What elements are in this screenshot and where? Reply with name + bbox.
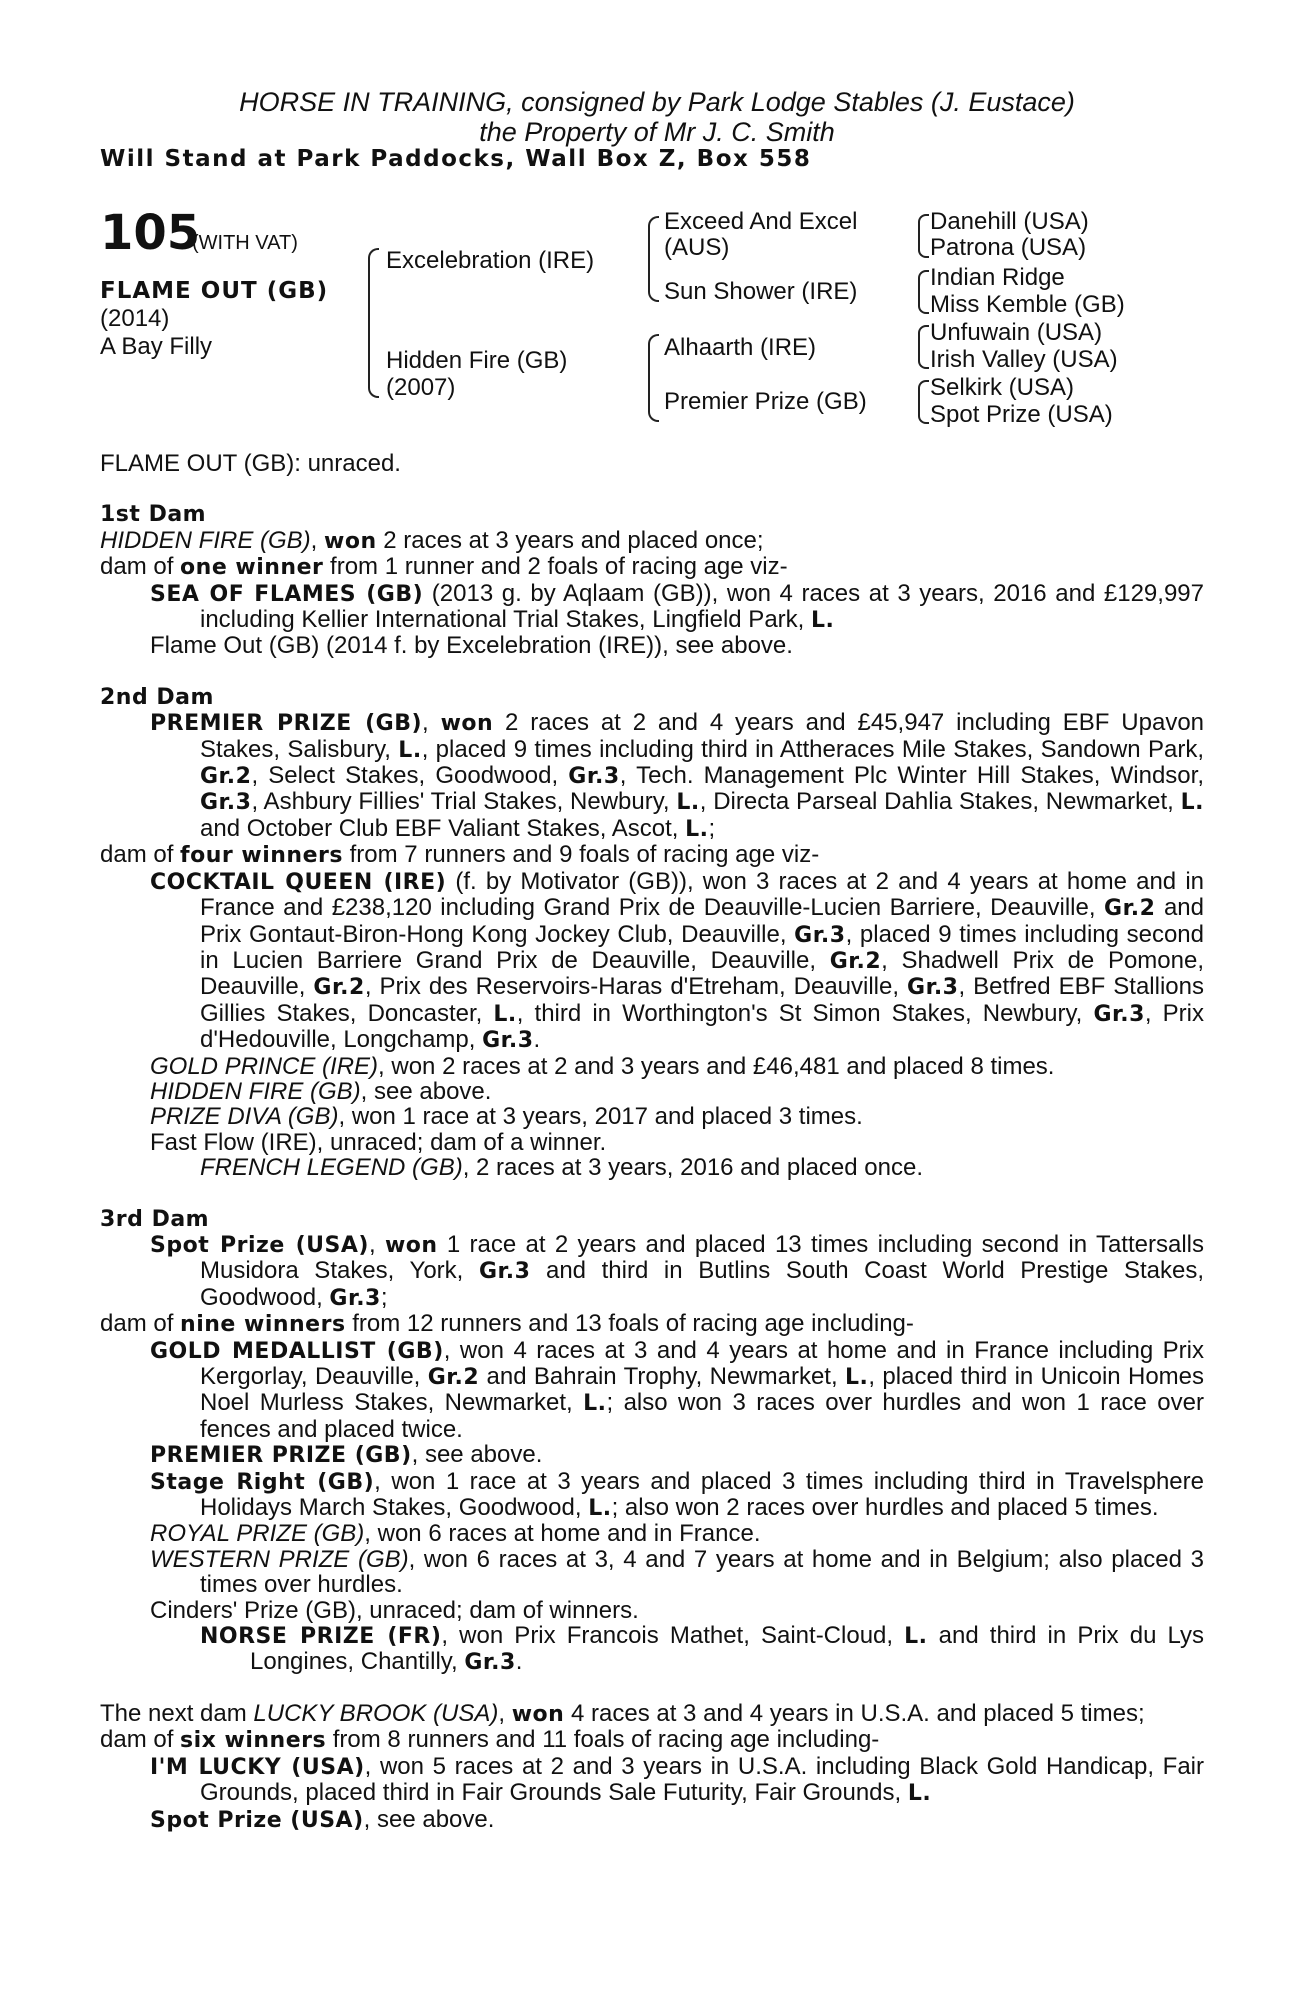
- produce-entry: SEA OF FLAMES (GB) (2013 g. by Aqlaam (GB)), won 4 races at 3 years, 2016 and £129,997 including Kellier International Trial Stakes, Lingfield Park, L.: [150, 579, 1204, 634]
- produce-entry: ROYAL PRIZE (GB), won 6 races at home and in France.: [150, 1520, 761, 1548]
- lot-number: 105: [100, 205, 201, 261]
- dam-year: (2007): [386, 374, 456, 401]
- sire: Excelebration (IRE): [386, 247, 595, 274]
- dam-dam: Premier Prize (GB): [664, 388, 867, 415]
- section-heading: 3rd Dam: [100, 1206, 210, 1232]
- great-grandparent-2: Patrona (USA): [930, 234, 1087, 261]
- sire-sire: Exceed And Excel: [664, 208, 858, 235]
- great-grandparent-3: Indian Ridge: [930, 264, 1065, 291]
- dam-record: PREMIER PRIZE (GB), won 2 races at 2 and 4 years and £45,947 including EBF Upavon Stakes, Salisbury, L., placed 9 times including third in Attheraces Mile Stakes, Sandown Park, Gr.2, Select Stakes, Goodwood, Gr.3, Tech. Management Plc Winter Hill Stakes, Windsor, Gr.3, Ashbury Fillies' Trial Stakes, Newbury, L., Directa Parseal Dahlia Stakes, Newmarket, L. and October Club EBF Valiant Stakes, Ascot, L.;: [150, 709, 1205, 842]
- vat-note: (WITH VAT): [192, 232, 298, 254]
- spacer: [100, 659, 1204, 684]
- produce-entry: Flame Out (GB) (2014 f. by Excelebration (IRE)), see above.: [150, 632, 793, 660]
- dam-sire: Alhaarth (IRE): [664, 334, 817, 361]
- great-grandparent-1: Danehill (USA): [930, 208, 1089, 235]
- produce-entry: WESTERN PRIZE (GB), won 6 races at 3, 4 and 7 years at home and in Belgium; also placed 3 times over hurdles.: [150, 1545, 1204, 1599]
- pedigree-brace: [368, 248, 379, 398]
- produce-entry: FRENCH LEGEND (GB), 2 races at 3 years, 2016 and placed once.: [200, 1154, 923, 1182]
- great-grandparent-5: Unfuwain (USA): [930, 319, 1103, 346]
- spacer: [100, 1676, 1204, 1701]
- pedigree-brace: [918, 380, 929, 424]
- foaling-year: (2014): [100, 305, 170, 332]
- produce-entry: GOLD PRINCE (IRE), won 2 races at 2 and 3 years and £46,481 and placed 8 times.: [150, 1052, 1055, 1080]
- dam-record: HIDDEN FIRE (GB), won 2 races at 3 years and placed once;: [100, 526, 764, 554]
- pedigree-brace: [648, 216, 659, 302]
- produce-entry: Fast Flow (IRE), unraced; dam of a winner.: [150, 1128, 607, 1156]
- produce-entry: GOLD MEDALLIST (GB), won 4 races at 3 and 4 years at home and in France including Prix Kergorlay, Deauville, Gr.2 and Bahrain Trophy, Newmarket, L., placed third in Unicoin Homes Noel Murless Stakes, Newmarket, L.; also won 3 races over hurdles and won 1 race over fences and placed twice.: [150, 1336, 1205, 1443]
- produce-entry: HIDDEN FIRE (GB), see above.: [150, 1077, 492, 1105]
- sire-dam: Sun Shower (IRE): [664, 278, 858, 305]
- produce-summary: dam of four winners from 7 runners and 9 foals of racing age viz-: [100, 841, 820, 869]
- great-grandparent-4: Miss Kemble (GB): [930, 291, 1125, 318]
- pedigree-brace: [918, 325, 929, 369]
- section-heading: 2nd Dam: [100, 684, 214, 710]
- horse-name: FLAME OUT (GB): [100, 278, 329, 304]
- property-line: the Property of Mr J. C. Smith: [479, 117, 835, 147]
- horse-description: A Bay Filly: [100, 333, 213, 360]
- produce-entry: Stage Right (GB), won 1 race at 3 years and placed 3 times including third in Travelsphere Holidays March Stakes, Goodwood, L.; also won 2 races over hurdles and placed 5 times.: [150, 1467, 1204, 1522]
- great-grandparent-8: Spot Prize (USA): [930, 401, 1113, 428]
- dam-record: The next dam LUCKY BROOK (USA), won 4 races at 3 and 4 years in U.S.A. and placed 5 times;: [100, 1699, 1145, 1727]
- pedigree-brace: [648, 334, 659, 422]
- sire-sire-country: (AUS): [664, 234, 730, 261]
- produce-entry: I'M LUCKY (USA), won 5 races at 2 and 3 years in U.S.A. including Black Gold Handicap, Fair Grounds, placed third in Fair Grounds Sale Futurity, Fair Grounds, L.: [150, 1752, 1204, 1807]
- produce-entry: Cinders' Prize (GB), unraced; dam of winners.: [150, 1596, 639, 1624]
- produce-entry: NORSE PRIZE (FR), won Prix Francois Mathet, Saint-Cloud, L. and third in Prix du Lys Longines, Chantilly, Gr.3.: [200, 1622, 1205, 1676]
- produce-entry: COCKTAIL QUEEN (IRE) (f. by Motivator (GB)), won 3 races at 2 and 4 years at home and in France and £238,120 including Grand Prix de Deauville-Lucien Barriere, Deauville, Gr.2 and Prix Gontaut-Biron-Hong Kong Jockey Club, Deauville, Gr.3, placed 9 times including second in Lucien Barriere Grand Prix de Deauville, Deauville, Gr.2, Shadwell Prix de Pomone, Deauville, Gr.2, Prix des Reservoirs-Haras d'Etreham, Deauville, Gr.3, Betfred EBF Stallions Gillies Stakes, Doncaster, L., third in Worthington's St Simon Stakes, Newbury, Gr.3, Prix d'Hedouville, Longchamp, Gr.3.: [150, 867, 1205, 1054]
- produce-entry: PRIZE DIVA (GB), won 1 race at 3 years, 2017 and placed 3 times.: [150, 1103, 863, 1131]
- section-heading: 1st Dam: [100, 502, 207, 528]
- spacer: [100, 476, 1204, 501]
- great-grandparent-7: Selkirk (USA): [930, 374, 1075, 401]
- produce-summary: dam of nine winners from 12 runners and 13 foals of racing age including-: [100, 1310, 914, 1338]
- race-record: FLAME OUT (GB): unraced.: [100, 450, 401, 477]
- produce-summary: dam of six winners from 8 runners and 11 foals of racing age including-: [100, 1726, 880, 1754]
- spacer: [100, 1181, 1204, 1206]
- stabling-line: Will Stand at Park Paddocks, Wall Box Z, Box 558: [100, 146, 812, 172]
- produce-entry: PREMIER PRIZE (GB), see above.: [150, 1441, 543, 1469]
- great-grandparent-6: Irish Valley (USA): [930, 346, 1118, 373]
- pedigree-notes: [100, 451, 1204, 1833]
- dam: Hidden Fire (GB): [386, 347, 568, 374]
- produce-summary: dam of one winner from 1 runner and 2 foals of racing age viz-: [100, 553, 788, 581]
- pedigree-brace: [918, 214, 929, 258]
- dam-record: Spot Prize (USA), won 1 race at 2 years and placed 13 times including second in Tattersalls Musidora Stakes, York, Gr.3 and third in Butlins South Coast World Prestige Stakes, Goodwood, Gr.3;: [150, 1230, 1204, 1311]
- produce-entry: Spot Prize (USA), see above.: [150, 1805, 495, 1833]
- pedigree-brace: [918, 270, 929, 314]
- consignor-line: HORSE IN TRAINING, consigned by Park Lodge Stables (J. Eustace): [239, 87, 1075, 117]
